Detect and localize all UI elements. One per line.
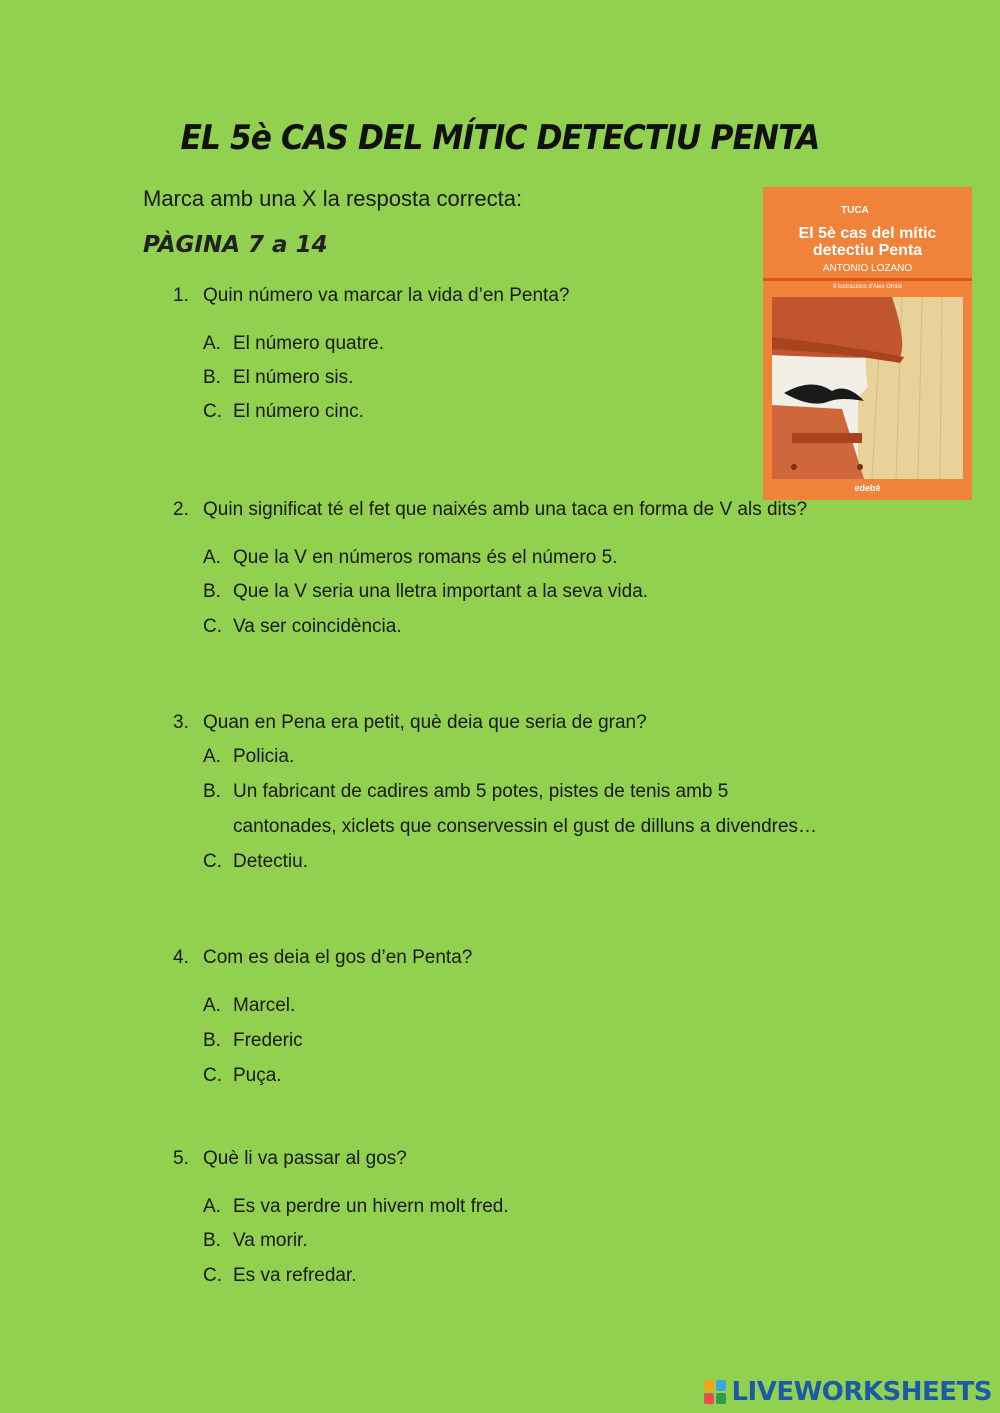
- option-text: El número sis.: [233, 367, 354, 388]
- option-5c[interactable]: [203, 1263, 357, 1289]
- option-letter: B.: [203, 781, 221, 802]
- question-4: [173, 945, 472, 971]
- option-3c[interactable]: [203, 849, 308, 875]
- option-text: Es va perdre un hivern molt fred.: [233, 1196, 509, 1217]
- cover-title: [763, 225, 972, 259]
- option-letter: C.: [203, 851, 222, 872]
- detective-illustration: [772, 297, 963, 479]
- option-4b[interactable]: [203, 1028, 303, 1054]
- option-text: Va morir.: [233, 1230, 308, 1251]
- instruction-text: Marca amb una X la resposta correcta:: [143, 186, 523, 211]
- option-2b[interactable]: [203, 579, 648, 605]
- question-number: 4.: [173, 947, 189, 968]
- option-3b[interactable]: [203, 779, 728, 805]
- option-letter: A.: [203, 1196, 221, 1217]
- option-letter: C.: [203, 401, 222, 422]
- option-3a[interactable]: [203, 744, 294, 770]
- option-1a[interactable]: [203, 331, 384, 357]
- option-letter: B.: [203, 1230, 221, 1251]
- option-5a[interactable]: [203, 1194, 509, 1220]
- cover-illustrator: Il·lustracions d'Alex Omist: [833, 284, 902, 290]
- question-text: Quan en Pena era petit, què deia que seria de gran?: [203, 712, 647, 733]
- option-text: El número quatre.: [233, 333, 385, 354]
- option-text: Un fabricant de cadires amb 5 potes, pistes de tenis amb 5: [233, 781, 729, 802]
- option-2c[interactable]: [203, 614, 402, 640]
- option-text: Frederic: [233, 1030, 303, 1051]
- option-letter: A.: [203, 547, 221, 568]
- cover-author: ANTONIO LOZANO: [822, 263, 913, 274]
- question-1: [173, 283, 569, 309]
- option-4a[interactable]: [203, 993, 295, 1019]
- option-text: Detectiu.: [233, 851, 308, 872]
- option-letter: C.: [203, 1265, 222, 1286]
- question-number: 3.: [173, 712, 189, 733]
- cover-divider: [763, 278, 972, 281]
- question-2: [173, 497, 807, 523]
- option-1c[interactable]: [203, 399, 364, 425]
- option-text: Que la V en números romans és el número 5.: [233, 547, 618, 568]
- question-3: [173, 710, 647, 736]
- option-text: Que la V seria una lletra important a la seva vida.: [233, 581, 649, 602]
- cover-series-logo: TUCA: [841, 205, 869, 216]
- question-text: Quin número va marcar la vida d’en Penta?: [203, 285, 570, 306]
- option-3b-continuation: cantonades, xiclets que conservessin el gust de dilluns a divendres…: [233, 816, 818, 837]
- cover-publisher: edebé: [854, 483, 881, 493]
- cover-title-line2: detectiu Penta: [812, 242, 923, 259]
- liveworksheets-icon: [704, 1380, 728, 1404]
- worksheet-title: EL 5è CAS DEL MÍTIC DETECTIU PENTA: [180, 118, 820, 158]
- page-range-heading: PÀGINA 7 a 14: [143, 232, 328, 258]
- option-letter: A.: [203, 333, 221, 354]
- option-letter: A.: [203, 995, 221, 1016]
- option-letter: B.: [203, 581, 221, 602]
- option-2a[interactable]: [203, 545, 617, 571]
- option-text: Marcel.: [233, 995, 296, 1016]
- option-letter: C.: [203, 1065, 222, 1086]
- option-letter: B.: [203, 367, 221, 388]
- liveworksheets-logo[interactable]: [704, 1377, 992, 1407]
- option-text: Policia.: [233, 746, 295, 767]
- question-text: Com es deia el gos d’en Penta?: [203, 947, 473, 968]
- option-1b[interactable]: [203, 365, 353, 391]
- option-text: Va ser coincidència.: [233, 616, 402, 637]
- question-number: 1.: [173, 285, 189, 306]
- option-5b[interactable]: [203, 1228, 308, 1254]
- question-5: [173, 1146, 407, 1172]
- option-letter: A.: [203, 746, 221, 767]
- option-text: Puça.: [233, 1065, 282, 1086]
- option-text: El número cinc.: [233, 401, 364, 422]
- liveworksheets-wordmark: LIVEWORKSHEETS: [731, 1377, 992, 1407]
- question-number: 5.: [173, 1148, 189, 1169]
- option-text: Es va refredar.: [233, 1265, 357, 1286]
- question-number: 2.: [173, 499, 189, 520]
- option-letter: B.: [203, 1030, 221, 1051]
- question-text: Què li va passar al gos?: [203, 1148, 407, 1169]
- question-text: Quin significat té el fet que naixés amb una taca en forma de V als dits?: [203, 499, 808, 520]
- cover-title-line1: El 5è cas del mític: [798, 225, 937, 242]
- option-4c[interactable]: [203, 1063, 282, 1089]
- option-letter: C.: [203, 616, 222, 637]
- book-cover: [763, 187, 972, 500]
